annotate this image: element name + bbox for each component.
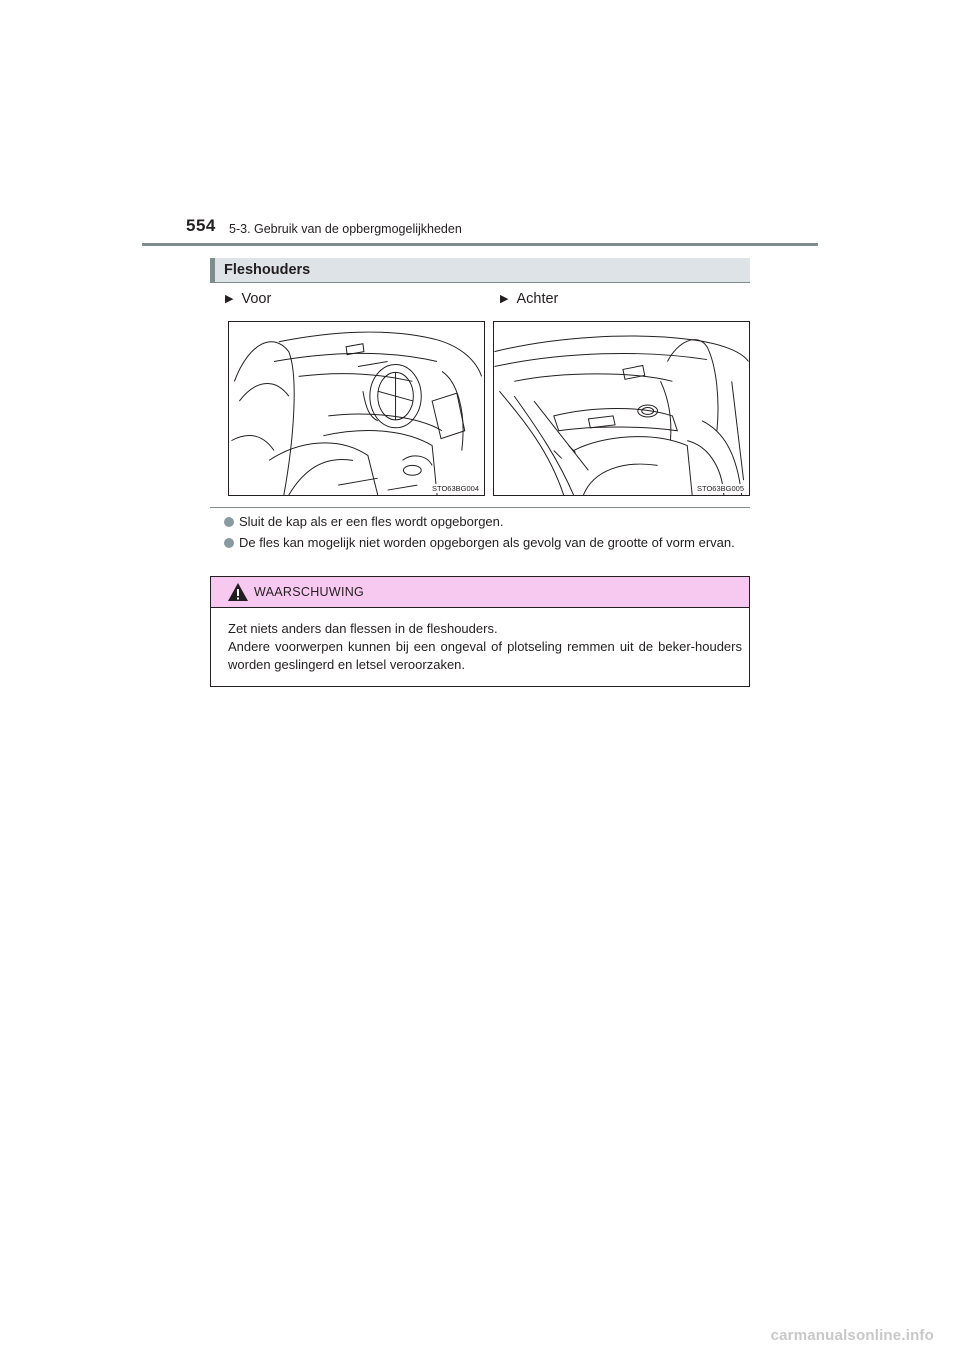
figure-front-interior xyxy=(228,321,485,496)
bullet-item xyxy=(224,534,750,552)
figure-label-front xyxy=(225,291,271,307)
chapter-title: 5-3. Gebruik van de opbergmogelijkheden xyxy=(229,222,462,236)
figure-label-rear xyxy=(500,291,558,307)
warning-header xyxy=(211,577,749,608)
figure-code: STO63BG005 xyxy=(697,484,744,493)
front-interior-illustration xyxy=(229,322,484,495)
bullet-text: De fles kan mogelijk niet worden opgeborgen als gevolg van de grootte of vorm ervan. xyxy=(239,535,735,550)
triangle-right-icon: ▶ xyxy=(500,293,509,305)
figure-rule xyxy=(210,507,750,508)
page-number: 554 xyxy=(186,216,216,235)
section-title: Fleshouders xyxy=(224,262,311,278)
warning-title: WAARSCHUWING xyxy=(254,585,365,599)
figure-label-text: Voor xyxy=(241,291,272,307)
triangle-right-icon: ▶ xyxy=(225,293,234,305)
warning-line: Andere voorwerpen kunnen bij een ongeval of plotseling remmen uit de beker-houders worden geslingerd en letsel veroorzaken. xyxy=(228,639,742,672)
warning-body xyxy=(228,620,742,674)
section-header xyxy=(210,258,750,283)
bullet-item xyxy=(224,513,750,531)
rear-interior-illustration xyxy=(494,322,749,495)
watermark: carmanualsonline.info xyxy=(770,1327,934,1344)
figure-rear-interior xyxy=(493,321,750,496)
bullet-dot-icon xyxy=(224,538,234,548)
figure-code: STO63BG004 xyxy=(432,484,479,493)
warning-triangle-icon xyxy=(227,582,249,602)
warning-line: Zet niets anders dan flessen in de fleshouders. xyxy=(228,621,498,636)
bullet-text: Sluit de kap als er een fles wordt opgeborgen. xyxy=(239,514,504,529)
bullet-dot-icon xyxy=(224,517,234,527)
section-accent xyxy=(210,258,215,282)
warning-box xyxy=(210,576,750,687)
header-rule xyxy=(142,243,818,246)
figure-label-text: Achter xyxy=(516,291,559,307)
